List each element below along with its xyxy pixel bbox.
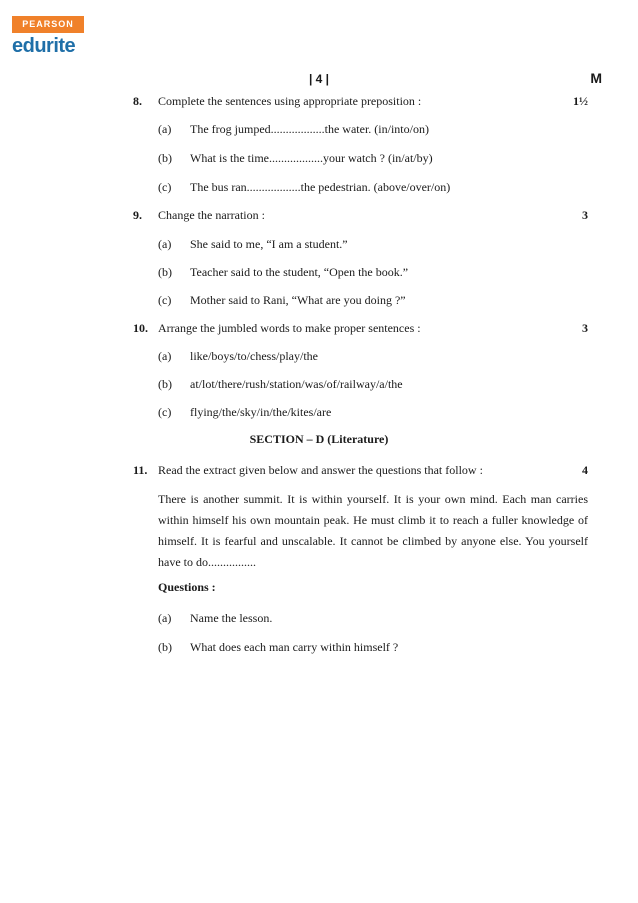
- option-text: She said to me, “I am a student.”: [190, 237, 348, 251]
- option-label: (a): [158, 122, 172, 136]
- question-marks: 3: [582, 208, 588, 222]
- option-text: The frog jumped..................the water. (in/into/on): [190, 122, 429, 136]
- question-marks: 1½: [573, 94, 588, 108]
- option-text: flying/the/sky/in/the/kites/are: [190, 405, 332, 419]
- option-label: (a): [158, 349, 172, 363]
- question-number: 11.: [133, 463, 148, 477]
- logo-wordmark: edurite: [12, 35, 76, 57]
- question-text: Read the extract given below and answer the questions that follow :: [158, 463, 483, 477]
- question-number: 10.: [133, 321, 148, 335]
- option-text: at/lot/there/rush/station/was/of/railway/a/the: [190, 377, 403, 391]
- section-title: SECTION – D (Literature): [249, 432, 389, 446]
- question-marks: 4: [582, 463, 588, 477]
- option-label: (a): [158, 237, 172, 251]
- option-text: Teacher said to the student, “Open the book.”: [190, 265, 409, 279]
- option-label: (c): [158, 180, 172, 194]
- option-label: (b): [158, 377, 172, 391]
- sub-question-label: (a): [158, 611, 172, 625]
- option-label: (c): [158, 405, 172, 419]
- sub-question-text: Name the lesson.: [190, 611, 273, 625]
- option-label: (b): [158, 151, 172, 165]
- questions-heading: Questions :: [158, 580, 216, 594]
- sub-question-label: (b): [158, 640, 172, 654]
- publisher-logo: [12, 16, 92, 58]
- logo-band: PEARSON: [12, 16, 84, 33]
- question-number: 8.: [133, 94, 142, 108]
- question-text: Change the narration :: [158, 208, 265, 222]
- question-text: Arrange the jumbled words to make proper sentences :: [158, 321, 421, 335]
- option-label: (b): [158, 265, 172, 279]
- option-label: (c): [158, 293, 172, 307]
- question-text: Complete the sentences using appropriate preposition :: [158, 94, 422, 108]
- question-number: 9.: [133, 208, 142, 222]
- option-text: Mother said to Rani, “What are you doing ?”: [190, 293, 406, 307]
- option-text: What is the time..................your watch ? (in/at/by): [190, 151, 433, 165]
- page-number: | 4 |: [308, 72, 330, 86]
- question-marks: 3: [582, 321, 588, 335]
- set-code: M: [590, 70, 602, 86]
- option-text: like/boys/to/chess/play/the: [190, 349, 318, 363]
- extract-passage: There is another summit. It is within yourself. It is your own mind. Each man carries within himself his own mountain peak. He must climb it to reach a fuller knowledge of himself. It is fearful and unscalable. It cannot be climbed by anyone else. You yourself have to do................: [158, 492, 588, 569]
- sub-question-text: What does each man carry within himself ?: [190, 640, 399, 654]
- option-text: The bus ran..................the pedestrian. (above/over/on): [190, 180, 451, 194]
